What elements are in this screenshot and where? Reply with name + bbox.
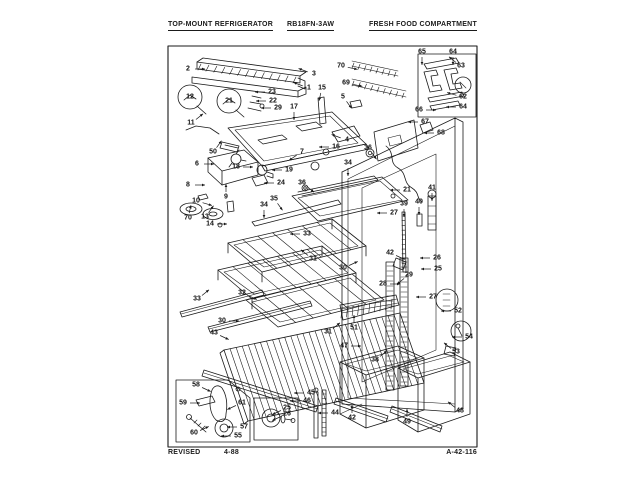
callout-label: 13 (201, 213, 209, 221)
callout-label: 34 (344, 159, 352, 167)
callout-leader (196, 114, 203, 120)
callout-label: 41 (428, 184, 436, 192)
callout-leader (301, 250, 308, 256)
callout-label: 70 (337, 62, 345, 70)
callout-label: 36 (364, 144, 372, 152)
callout-label: 32 (238, 289, 246, 297)
callout-leader (348, 67, 358, 69)
callout-label: 27 (390, 209, 398, 217)
small-hinge-parts (248, 96, 326, 124)
callout-label: 11 (187, 119, 195, 127)
callout-label: 35 (270, 195, 278, 203)
callout-label: 12 (186, 93, 194, 101)
callout-leader (319, 93, 321, 101)
callout-label: 30 (339, 264, 347, 272)
callout-label: 19 (285, 166, 293, 174)
hinge-inset-box (418, 54, 476, 117)
callout-label: 23 (268, 88, 276, 96)
hatch-decoration (198, 61, 418, 432)
callout-label: 21 (225, 97, 233, 105)
callout-layer (179, 49, 473, 440)
detail-circles (178, 85, 244, 117)
callout-label: 65 (418, 48, 426, 56)
callout-leader (227, 406, 236, 410)
callout-label: 21 (403, 186, 411, 194)
callout-label: 10 (192, 197, 200, 205)
callout-label: 53 (452, 348, 460, 356)
water-tube (386, 146, 422, 202)
callout-label: 17 (290, 103, 298, 111)
callout-label: 63 (457, 62, 465, 70)
callout-label: 46 (303, 397, 311, 405)
callout-label: 28 (379, 280, 387, 288)
callout-leader (202, 388, 211, 392)
callout-label: 29 (405, 271, 413, 279)
callout-label: 16 (332, 143, 340, 151)
callout-label: 30 (218, 317, 226, 325)
callout-leader (332, 135, 341, 138)
callout-label: 59 (179, 399, 187, 407)
callout-label: 26 (283, 410, 291, 418)
callout-label: 5 (341, 93, 345, 101)
callout-leader (349, 262, 358, 266)
top-grille-trim (192, 58, 306, 97)
callout-label: 64 (449, 48, 457, 56)
callout-label: 9 (224, 193, 228, 201)
callout-leader (220, 336, 229, 340)
callout-leader (444, 343, 451, 349)
callout-label: 6 (195, 160, 199, 168)
callout-label: 18 (232, 163, 240, 171)
callout-label: 31 (309, 255, 317, 263)
callout-label: 8 (186, 181, 190, 189)
callout-leader (203, 203, 212, 206)
callout-label: 14 (206, 220, 214, 228)
callout-label: 69 (342, 79, 350, 87)
callout-label: 4 (345, 136, 349, 144)
side-strip-part (318, 97, 326, 124)
callout-label: 42 (348, 414, 356, 422)
callout-leader (448, 402, 455, 408)
callout-label: 1 (307, 84, 311, 92)
callout-label: 33 (303, 230, 311, 238)
cabinet-liner (340, 118, 463, 412)
callout-label: 33 (193, 295, 201, 303)
header-model-number: RB18FN-3AW (287, 21, 334, 31)
callout-label: 43 (210, 329, 218, 337)
callout-label: 15 (318, 84, 326, 92)
callout-label: 24 (277, 179, 285, 187)
callout-label: 58 (192, 381, 200, 389)
callout-label: 3 (312, 70, 316, 78)
footer-doc-number: A-42-116 (446, 449, 477, 456)
callout-label: 66 (415, 106, 423, 114)
callout-label: 48 (456, 407, 464, 415)
callout-leader (449, 57, 456, 63)
footer-revised-date: 4-88 (224, 449, 240, 456)
callout-label: 7 (300, 148, 304, 156)
callout-leader (397, 279, 404, 285)
callout-leader (202, 290, 209, 296)
callout-label: 38 (371, 356, 379, 364)
callout-label: 54 (465, 333, 473, 341)
callout-label: 50 (209, 148, 217, 156)
callout-label: 67 (421, 118, 429, 126)
callout-label: 25 (283, 404, 291, 412)
callout-label: 40 (415, 198, 423, 206)
callout-label: 61 (238, 399, 246, 407)
callout-label: 52 (454, 307, 462, 315)
callout-label: 57 (240, 423, 248, 431)
callout-label: 55 (234, 432, 242, 440)
header-left-title: TOP-MOUNT REFRIGERATOR (168, 21, 273, 31)
callout-label: 45 (307, 389, 315, 397)
callout-label: 70 (184, 214, 192, 222)
callout-label: 22 (269, 97, 277, 105)
callout-label: 68 (437, 129, 445, 137)
wire-shelf-lower (218, 246, 356, 309)
callout-label: 29 (274, 104, 282, 112)
callout-label: 2 (186, 65, 190, 73)
callout-label: 64 (459, 103, 467, 111)
callout-label: 34 (260, 201, 268, 209)
back-panel (374, 120, 418, 161)
callout-label: 51 (350, 324, 358, 332)
footer-revised-label: REVISED (168, 449, 201, 456)
callout-label: 39 (400, 200, 408, 208)
callout-leader (200, 427, 209, 431)
callout-label: 47 (340, 342, 348, 350)
callout-label: 25 (434, 265, 442, 273)
callout-label: 31 (324, 328, 332, 336)
callout-label: 26 (433, 254, 441, 262)
header-right-title: FRESH FOOD COMPARTMENT (369, 21, 477, 31)
callout-label: 60 (190, 429, 198, 437)
air-tower (428, 196, 436, 230)
callout-label: 49 (403, 418, 411, 426)
callout-label: 44 (331, 409, 339, 417)
callout-leader (278, 203, 283, 210)
callout-label: 62 (459, 93, 467, 101)
callout-label: 27 (429, 293, 437, 301)
callout-label: 42 (386, 249, 394, 257)
callout-label: 36 (298, 179, 306, 187)
